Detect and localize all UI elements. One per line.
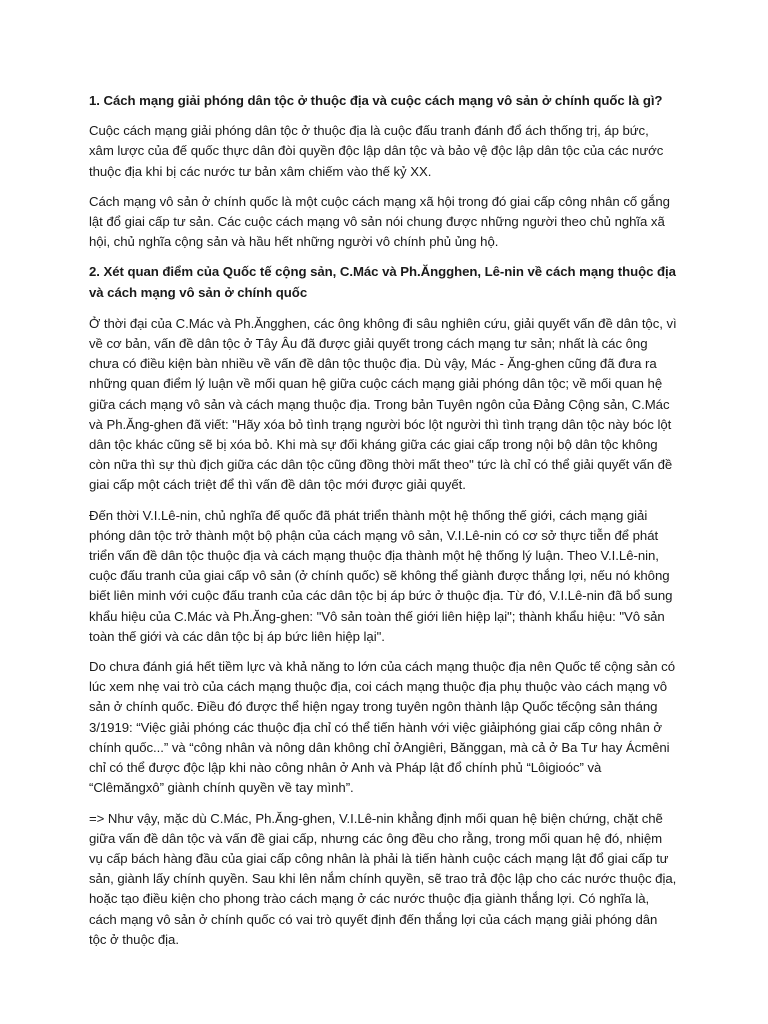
section-2-paragraph-3: Do chưa đánh giá hết tiềm lực và khả năng to lớn của cách mạng thuộc địa nên Quốc tế cộng sản có lúc xem nhẹ vai trò của cách mạng thuộc địa, coi cách mạng thuộc địa phụ thuộc vào cách mạng vô sản ở chính quốc. Điều đó được thể hiện ngay trong tuyên ngôn thành lập Quốc tếcộng sản tháng 3/1919: “Việc giải phóng các thuộc địa chỉ có thể tiến hành với việc giảiphóng giai cấp công nhân ở chính quốc...” và “công nhân và nông dân không chỉ ởAngiêri, Bănggan, mà cả ở Ba Tư hay Ácmêni chỉ có thể được độc lập khi nào công nhân ở Anh và Pháp lật đổ chính phủ “Lôigioóc” và “Clêmăngxô” giành chính quyền về tay mình”. [89, 659, 675, 796]
section-2-heading: 2. Xét quan điểm của Quốc tế cộng sản, C.Mác và Ph.Ăngghen, Lê-nin về cách mạng thuộc địa và cách mạng vô sản ở chính quốc [89, 264, 676, 300]
section-2-paragraph-1: Ở thời đại của C.Mác và Ph.Ăngghen, các ông không đi sâu nghiên cứu, giải quyết vấn đề dân tộc, vì về cơ bản, vấn đề dân tộc ở Tây Âu đã được giải quyết trong cách mạng tư sản; nhất là các ông chưa có điều kiện bàn nhiều về vấn đề dân tộc thuộc địa. Dù vậy, Mác - Ăng-ghen cũng đã đưa ra những quan điểm lý luận về mối quan hệ giữa cuộc cách mạng giải phóng dân tộc; về mối quan hệ giữa cách mạng vô sản và cách mạng thuộc địa. Trong bản Tuyên ngôn của Đảng Cộng sản, C.Mác và Ph.Ăng-ghen đã viết: "Hãy xóa bỏ tình trạng người bóc lột người thì tình trạng dân tộc này bóc lột dân tộc khác cũng sẽ bị xóa bỏ. Khi mà sự đối kháng giữa các giai cấp trong nội bộ dân tộc không còn nữa thì sự thù địch giữa các dân tộc cũng đồng thời mất theo" tức là chỉ có thể giải quyết vấn đề giai cấp một cách triệt để thì vấn đề dân tộc mới được giải quyết. [89, 315, 677, 493]
document-page [89, 91, 677, 960]
section-2-paragraph-4: => Như vậy, mặc dù C.Mác, Ph.Ăng-ghen, V.I.Lê-nin khẳng định mối quan hệ biện chứng, chặt chẽ giữa vấn đề dân tộc và vấn đề giai cấp, nhưng các ông đều cho rằng, trong mối quan hệ đó, nhiệm vụ cấp bách hàng đầu của giai cấp công nhân là phải là tiến hành cuộc cách mạng lật đổ giai cấp tư sản, giành lấy chính quyền. Sau khi lên nắm chính quyền, sẽ trao trả độc lập cho các nước thuộc địa, hoặc tạo điều kiện cho phong trào cách mạng ở các nước thuộc địa giành thắng lợi. Có nghĩa là, cách mạng vô sản ở chính quốc có vai trò quyết định đến thắng lợi của cách mạng giải phóng dân tộc ở thuộc địa. [89, 810, 677, 947]
section-1-paragraph-2: Cách mạng vô sản ở chính quốc là một cuộc cách mạng xã hội trong đó giai cấp công nhân cố gắng lật đổ giai cấp tư sản. Các cuộc cách mạng vô sản nói chung được những người theo chủ nghĩa xã hội, chủ nghĩa cộng sản và hầu hết những người vô chính phủ ủng hộ. [89, 193, 670, 250]
section-1-heading: 1. Cách mạng giải phóng dân tộc ở thuộc địa và cuộc cách mạng vô sản ở chính quốc là gì? [89, 93, 663, 108]
section-1-paragraph-1: Cuộc cách mạng giải phóng dân tộc ở thuộc địa là cuộc đấu tranh đánh đổ ách thống trị, áp bức, xâm lược của đế quốc thực dân đòi quyền độc lập dân tộc và bảo vệ độc lập dân tộc của các nước thuộc địa khi bị các nước tư bản xâm chiếm vào thế kỷ XX. [89, 123, 664, 179]
section-2-paragraph-2: Đến thời V.I.Lê-nin, chủ nghĩa đế quốc đã phát triển thành một hệ thống thế giới, cách mạng giải phóng dân tộc trở thành một bộ phận của cách mạng vô sản, V.I.Lê-nin có cơ sở thực tiễn để phát triển vấn đề dân tộc thuộc địa và cách mạng thuộc địa thành một hệ thống lý luận. Theo V.I.Lê-nin, cuộc đấu tranh của giai cấp vô sản (ở chính quốc) sẽ không thể giành được thắng lợi, nếu nó không biết liên minh với cuộc đấu tranh của các dân tộc bị áp bức ở thuộc địa. Từ đó, V.I.Lê-nin đã bổ sung khẩu hiệu của C.Mác và Ph.Ăng-ghen: "Vô sản toàn thế giới liên hiệp lại"; thành khẩu hiệu: "Vô sản toàn thế giới và các dân tộc bị áp bức liên hiệp lại". [89, 507, 673, 644]
